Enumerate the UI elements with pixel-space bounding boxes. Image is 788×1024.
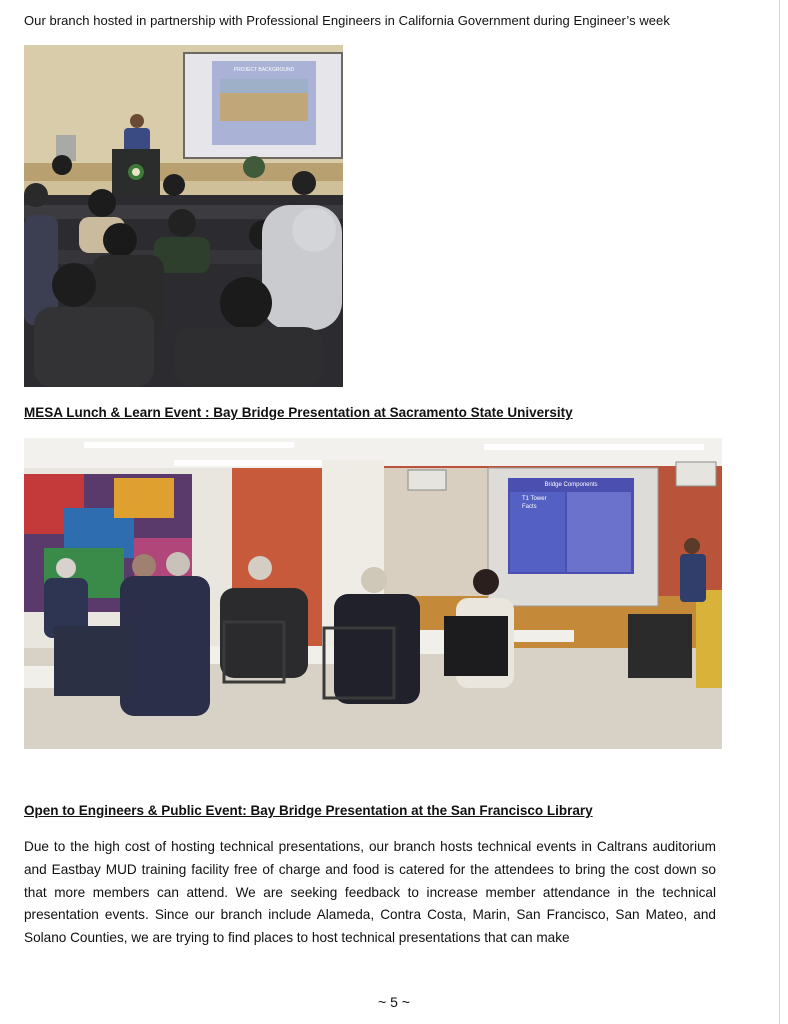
slide-subtitle-line1: T1 Tower — [522, 496, 547, 502]
auditorium-photo — [24, 45, 343, 387]
page-number: ~ 5 ~ — [378, 994, 410, 1010]
classroom-photo — [24, 438, 722, 749]
slide-title-text: PROJECT BACKGROUND — [233, 67, 295, 73]
library-event-heading: Open to Engineers & Public Event: Bay Bridge Presentation at the San Francisco Library — [24, 803, 593, 818]
slide-title-text: Bridge Components — [544, 482, 598, 488]
page-edge-rule — [779, 0, 780, 1024]
intro-text: Our branch hosted in partnership with Professional Engineers in California Government during Engineer’s week — [24, 13, 670, 28]
slide-subtitle-line2: Facts — [522, 504, 537, 510]
body-paragraph: Due to the high cost of hosting technical presentations, our branch hosts technical events in Caltrans auditorium and Eastbay MUD training facility free of charge and food is catered for the attendees to bring the cost down so that more members can attend. We are seeking feedback to increase member attendance in the technical presentation events. Since our branch include Alameda, Contra Costa, Marin, San Francisco, San Mateo, and Solano Counties, we are trying to find places to host technical presentations that can make — [24, 839, 716, 946]
mesa-event-heading: MESA Lunch & Learn Event : Bay Bridge Presentation at Sacramento State University — [24, 405, 573, 420]
